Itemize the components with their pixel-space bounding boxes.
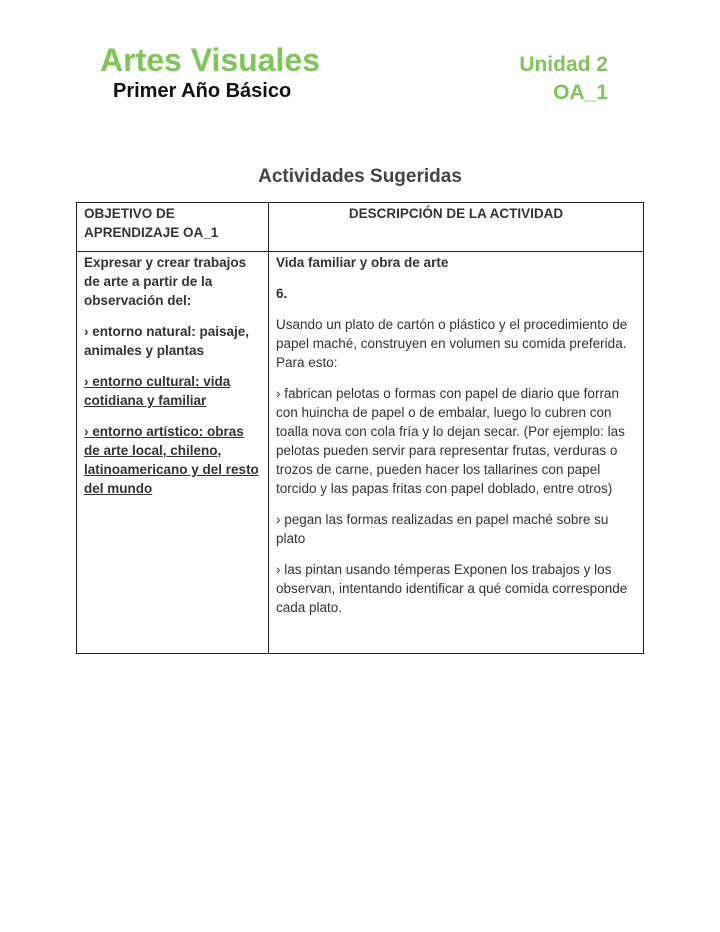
activities-table <box>76 202 644 654</box>
activity-step: › las pintan usando témperas Exponen los trabajos y los observan, intentando identificar a qué comida corresponde cada plato. <box>276 562 628 615</box>
grade-subtitle: Primer Año Básico <box>113 80 292 102</box>
objective-header: OBJETIVO DE APRENDIZAJE OA_1 <box>77 203 269 252</box>
objective-intro: Expresar y crear trabajos de arte a partir de la observación del: <box>84 255 247 308</box>
table-header-row <box>77 203 644 252</box>
subject-title: Artes Visuales <box>100 42 320 78</box>
activity-step: › fabrican pelotas o formas con papel de diario que forran con huincha de papel o de embalar, luego lo cubren con toalla nova con cola fría y lo dejan secar. (Por ejemplo: las pelotas pueden servir para representar frutas, verduras o trozos de carne, pueden hacer los tallarines con papel torcido y las papas fritas con papel doblado, entre otros) <box>276 386 625 496</box>
objective-item: › entorno natural: paisaje, animales y plantas <box>84 324 250 358</box>
table-row <box>77 252 644 654</box>
description-cell <box>269 252 644 654</box>
activity-step: › pegan las formas realizadas en papel maché sobre su plato <box>276 512 609 546</box>
objective-item: › entorno artístico: obras de arte local, chileno, latinoamericano y del resto del mundo <box>84 424 259 496</box>
activity-number: 6. <box>276 286 288 301</box>
oa-label: OA_1 <box>553 81 608 104</box>
objective-cell <box>77 252 269 654</box>
description-header: DESCRIPCIÓN DE LA ACTIVIDAD <box>269 203 644 252</box>
objective-item: › entorno cultural: vida cotidiana y familiar <box>84 374 231 408</box>
unit-label: Unidad 2 <box>519 53 608 76</box>
section-title: Actividades Sugeridas <box>258 166 462 187</box>
activity-intro: Usando un plato de cartón o plástico y el procedimiento de papel maché, construyen en volumen su comida preferida. Para esto: <box>276 317 628 370</box>
activity-title: Vida familiar y obra de arte <box>276 255 449 270</box>
